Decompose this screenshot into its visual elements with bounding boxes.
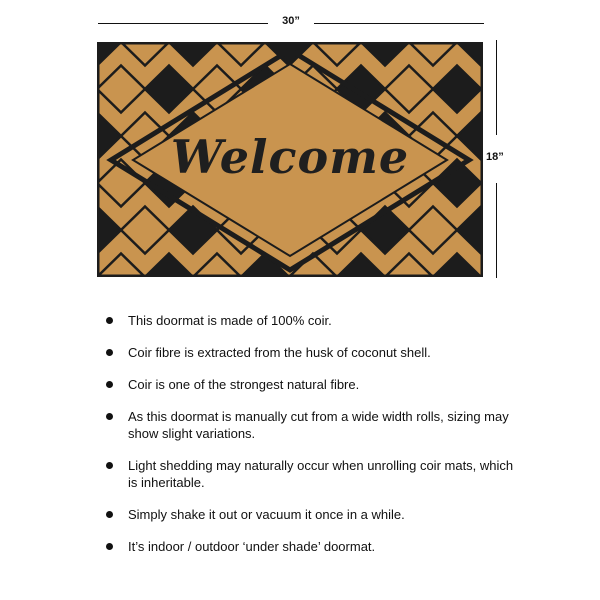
feature-text: Coir is one of the strongest natural fibre.: [128, 377, 360, 392]
bullet-icon: [106, 413, 113, 420]
feature-item: [106, 376, 526, 393]
feature-text: This doormat is made of 100% coir.: [128, 313, 332, 328]
feature-item: [106, 457, 526, 491]
bullet-icon: [106, 462, 113, 469]
feature-text: Coir fibre is extracted from the husk of coconut shell.: [128, 345, 431, 360]
feature-text: It’s indoor / outdoor ‘under shade’ doormat.: [128, 539, 376, 554]
bullet-icon: [106, 543, 113, 550]
feature-item: [106, 408, 526, 442]
width-dimension: [98, 12, 484, 34]
height-dimension: [480, 40, 520, 278]
feature-item: [106, 344, 526, 361]
doormat-image: [97, 42, 483, 277]
height-label: 18”: [486, 151, 504, 163]
height-dimension-line-bottom: [496, 183, 497, 278]
bullet-icon: [106, 349, 113, 356]
height-dimension-line-top: [496, 40, 497, 135]
feature-text: Simply shake it out or vacuum it once in a while.: [128, 507, 405, 522]
feature-list: [106, 312, 526, 555]
feature-item: [106, 538, 526, 555]
feature-item: [106, 312, 526, 329]
bullet-icon: [106, 511, 113, 518]
feature-item: [106, 506, 526, 523]
feature-text: As this doormat is manually cut from a wide width rolls, sizing may show slight variations.: [128, 409, 509, 441]
bullet-icon: [106, 381, 113, 388]
feature-text: Light shedding may naturally occur when unrolling coir mats, which is inheritable.: [128, 458, 514, 490]
width-label: 30”: [282, 15, 300, 27]
width-dimension-line-right: [314, 23, 484, 24]
welcome-text: Welcome: [170, 130, 410, 184]
bullet-icon: [106, 317, 113, 324]
